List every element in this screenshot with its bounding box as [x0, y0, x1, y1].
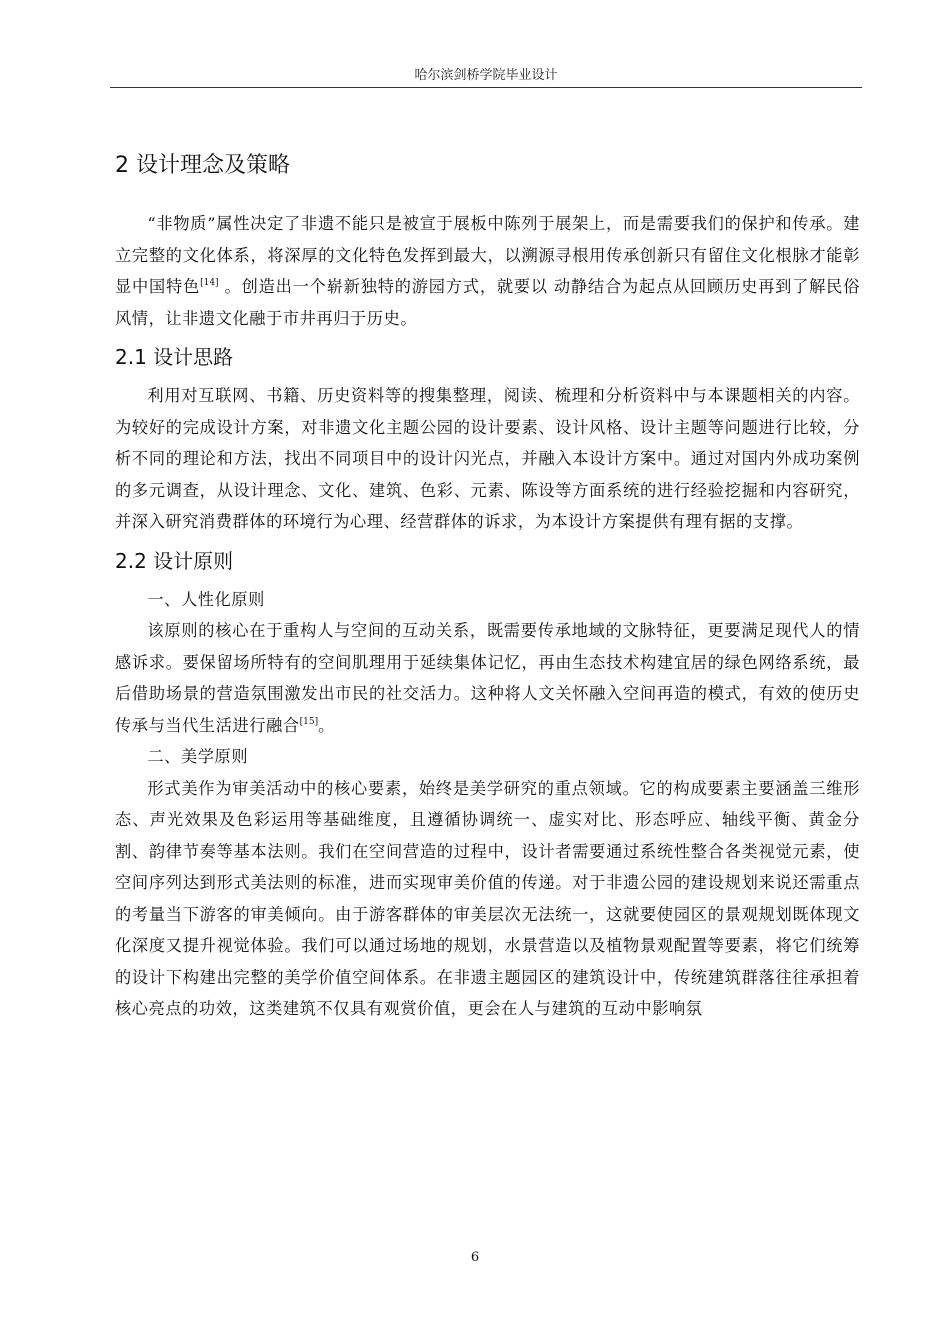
header-rule: [110, 87, 862, 88]
intro-text: “非物质”属性决定了非遗不能只是被宣于展板中陈列于展架上，而是需要我们的保护和传承。建立完整的文化体系，将深厚的文化特色发挥到最大，以溯源寻根用传承创新只有留住文化根脉才能彰显中国特色: [115, 214, 860, 296]
page-body: [115, 148, 860, 1025]
citation-14[interactable]: [14]: [200, 278, 219, 288]
citation-15[interactable]: [15]: [299, 716, 319, 727]
section-title: 2 设计理念及策略: [115, 153, 290, 178]
subsection-title-2-2: 2.2 设计原则: [115, 548, 234, 573]
intro-paragraph: [115, 208, 860, 334]
intro-tail: 。创造出一个崭新独特的游园方式，就要以 动静结合为起点从回顾历史再到了解民俗风情，让非遗文化融于市井再归于历史。: [115, 277, 860, 328]
design-idea-paragraph: 利用对互联网、书籍、历史资料等的搜集整理，阅读、梳理和分析资料中与本课题相关的内容。为较好的完成设计方案，对非遗文化主题公园的设计要素、设计风格、设计主题等问题进行比较，分析不同的理论和方法，找出不同项目中的设计闪光点，并融入本设计方案中。通过对国内外成功案例的多元调查，从设计理念、文化、建筑、色彩、元素、陈设等方面系统的进行经验挖掘和内容研究，并深入研究消费群体的环境行为心理、经营群体的诉求，为本设计方案提供有理有据的支撑。: [115, 386, 860, 531]
humanized-tail: 。: [318, 715, 335, 735]
subsection-title-2-1: 2.1 设计思路: [115, 345, 234, 369]
principle-label-humanized: 一、人性化原则: [147, 589, 265, 609]
principle-label-aesthetic: 二、美学原则: [147, 747, 249, 766]
running-header: 哈尔滨剑桥学院毕业设计: [414, 68, 558, 83]
aesthetic-paragraph: 形式美作为审美活动中的核心要素，始终是美学研究的重点领域。它的构成要素主要涵盖三维形态、声光效果及色彩运用等基础维度，且遵循协调统一、虚实对比、形态呼应、轴线平衡、黄金分割、韵律节奏等基本法则。我们在空间营造的过程中，设计者需要通过系统性整合各类视觉元素，使空间序列达到形式美法则的标准，进而实现审美价值的传递。对于非遗公园的建设规划来说还需重点的考量当下游客的审美倾向。由于游客群体的审美层次无法统一，这就要使园区的景观规划既体现文化深度又提升视觉体验。我们可以通过场地的规划，水景营造以及植物景观配置等要素，将它们统筹的设计下构建出完整的美学价值空间体系。在非遗主题园区的建筑设计中，传统建筑群落往往承担着核心亮点的功效，这类建筑不仅具有观赏价值，更会在人与建筑的互动中影响氛: [115, 778, 860, 1018]
page-number: 6: [470, 1250, 480, 1265]
humanized-text: 该原则的核心在于重构人与空间的互动关系，既需要传承地域的文脉特征，更要满足现代人的情感诉求。要保留场所特有的空间肌理用于延续集体记忆，再由生态技术构建宜居的绿色网络系统，最后借助场景的营造氛围激发出市民的社交活力。这种将人文关怀融入空间再造的模式，有效的使历史传承与当代生活进行融合: [115, 621, 860, 735]
humanized-paragraph: [115, 615, 860, 741]
